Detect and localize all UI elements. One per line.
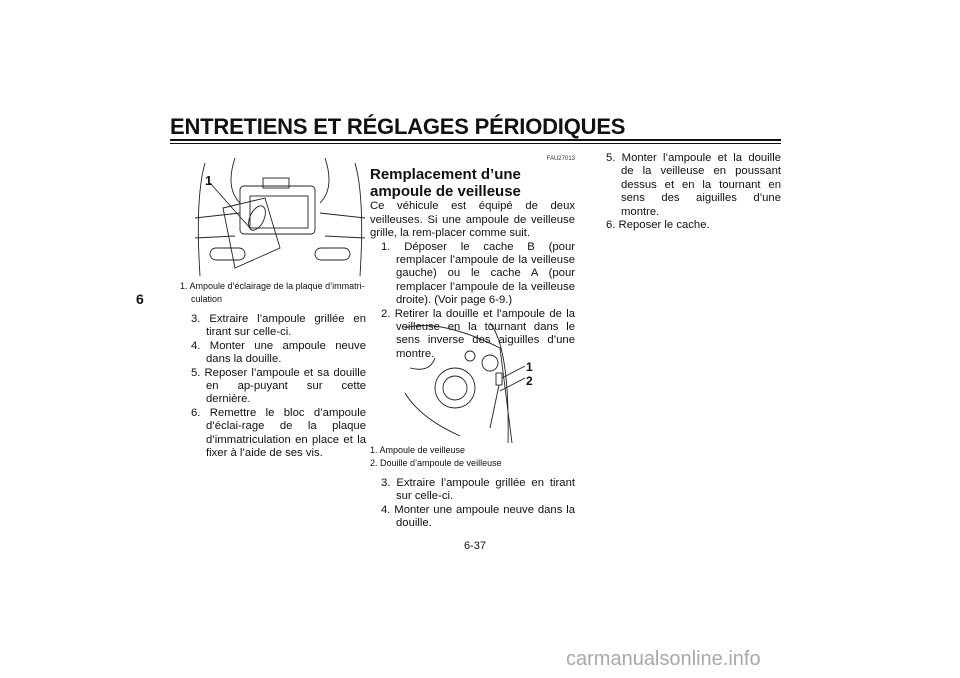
step: 5. Monter l’ampoule et la douille de la veilleuse en poussant dessus et en la tournant en sens des aiguilles d’une montre.	[606, 152, 781, 218]
page-title: ENTRETIENS ET RÉGLAGES PÉRIODIQUES	[170, 114, 626, 139]
callout-2: 2	[526, 374, 533, 388]
steps-list	[595, 152, 781, 232]
step: 6. Reposer le cache.	[606, 219, 710, 232]
page-number: 6-37	[464, 540, 487, 552]
figure-caption: 1. Ampoule d’éclairage de la plaque d’immatri-culation	[180, 281, 365, 304]
license-plate-light-illustration	[195, 158, 365, 276]
callout-1: 1	[526, 360, 533, 374]
step: 3. Extraire l’ampoule grillée en tirant sur celle-ci.	[191, 313, 366, 339]
step: 6. Remettre le bloc d’ampoule d’éclai-rage de la plaque d’immatriculation en place et la fixer à l’aide de ses vis.	[191, 406, 366, 460]
chapter-tab: 6	[136, 291, 144, 307]
title-rule	[170, 139, 781, 141]
sidelight-bulb-illustration	[400, 318, 540, 443]
steps-list	[370, 477, 575, 531]
figure-caption: 1. Ampoule de veilleuse 2. Douille d’ampoule de veilleuse	[370, 445, 502, 468]
title-rule-thin	[170, 143, 781, 144]
intro-paragraph: Ce véhicule est équipé de deux veilleuses. Si une ampoule de veilleuse grille, la rem-placer comme suit.	[370, 200, 575, 240]
section-heading: Remplacement d’une ampoule de veilleuse	[370, 166, 521, 201]
step: 3. Extraire l’ampoule grillée en tirant sur celle-ci.	[381, 477, 575, 503]
reference-code: FAU27013	[546, 156, 575, 162]
step: 5. Reposer l’ampoule et sa douille en ap-puyant sur cette dernière.	[191, 366, 366, 406]
steps-list	[180, 313, 366, 460]
step: 1. Déposer le cache B (pour remplacer l’ampoule de la veilleuse gauche) ou le cache A (pour remplacer l’ampoule de la veilleuse droite). (Voir page 6-9.)	[381, 240, 575, 307]
step: 4. Monter une ampoule neuve dans la douille.	[191, 339, 366, 366]
step: 4. Monter une ampoule neuve dans la douille.	[381, 503, 575, 530]
watermark: carmanualsonline.info	[566, 648, 761, 670]
callout-1: 1	[205, 173, 213, 188]
step: 2. Retirer la douille et l’ampoule de la veilleuse en la tournant dans le sens inverse des aiguilles d’une montre.	[381, 307, 575, 360]
